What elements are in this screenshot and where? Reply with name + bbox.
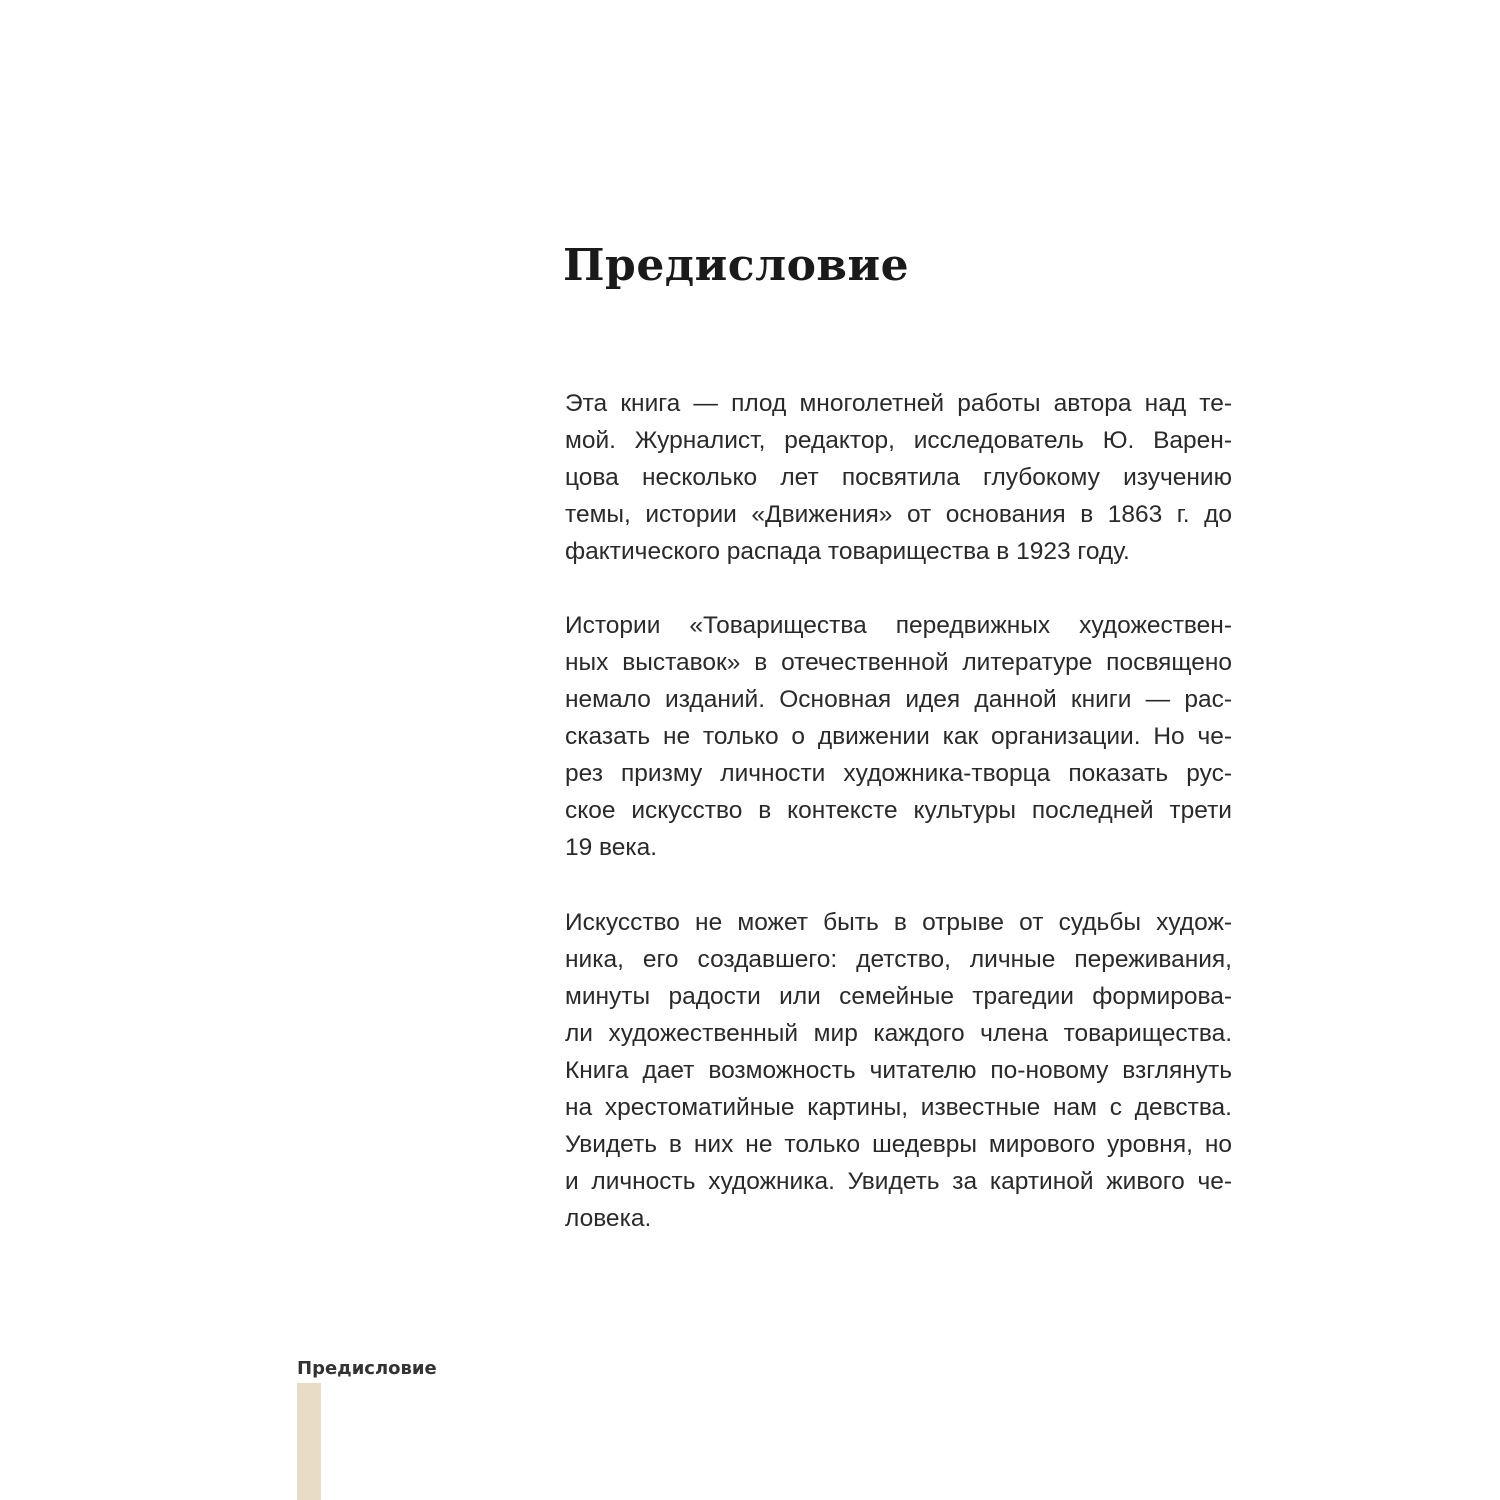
accent-bar bbox=[297, 1383, 321, 1500]
text-line: Увидеть в них не только шедевры мирового уровня, но bbox=[565, 1131, 1232, 1158]
text-line: немало изданий. Основная идея данной книги — рас- bbox=[565, 686, 1232, 713]
text-line: мой. Журналист, редактор, исследователь Ю. Варен- bbox=[565, 427, 1232, 454]
paragraph-1 bbox=[565, 385, 1232, 570]
text-line: минуты радости или семейные трагедии формирова- bbox=[565, 983, 1232, 1010]
text-line: Книга дает возможность читателю по-новому взглянуть bbox=[565, 1057, 1232, 1084]
text-line: ных выставок» в отечественной литературе посвящено bbox=[565, 649, 1232, 676]
text-line: темы, истории «Движения» от основания в 1863 г. до bbox=[565, 501, 1232, 528]
text-line: ли художественный мир каждого члена товарищества. bbox=[565, 1020, 1232, 1047]
running-footer-section-label: Предисловие bbox=[297, 1358, 437, 1379]
text-line: рез призму личности художника-творца показать рус- bbox=[565, 760, 1232, 787]
text-line: фактического распада товарищества в 1923 году. bbox=[565, 538, 1130, 565]
text-line: и личность художника. Увидеть за картиной живого че- bbox=[565, 1168, 1232, 1195]
text-line: сказать не только о движении как организации. Но че- bbox=[565, 723, 1232, 750]
text-line: ника, его создавшего: детство, личные переживания, bbox=[565, 946, 1232, 973]
paragraph-3 bbox=[565, 904, 1232, 1237]
text-line: 19 века. bbox=[565, 834, 658, 861]
page-title: Предисловие bbox=[563, 240, 910, 291]
paragraph-2 bbox=[565, 607, 1232, 866]
text-line: на хрестоматийные картины, известные нам с девства. bbox=[565, 1094, 1232, 1121]
text-line: цова несколько лет посвятила глубокому изучению bbox=[565, 464, 1232, 491]
text-line: Эта книга — плод многолетней работы автора над те- bbox=[565, 390, 1232, 417]
text-line: Искусство не может быть в отрыве от судьбы худож- bbox=[565, 909, 1232, 936]
text-line: Истории «Товарищества передвижных художествен- bbox=[565, 612, 1232, 639]
text-line: ское искусство в контексте культуры последней трети bbox=[565, 797, 1232, 824]
text-line: ловека. bbox=[565, 1205, 652, 1232]
